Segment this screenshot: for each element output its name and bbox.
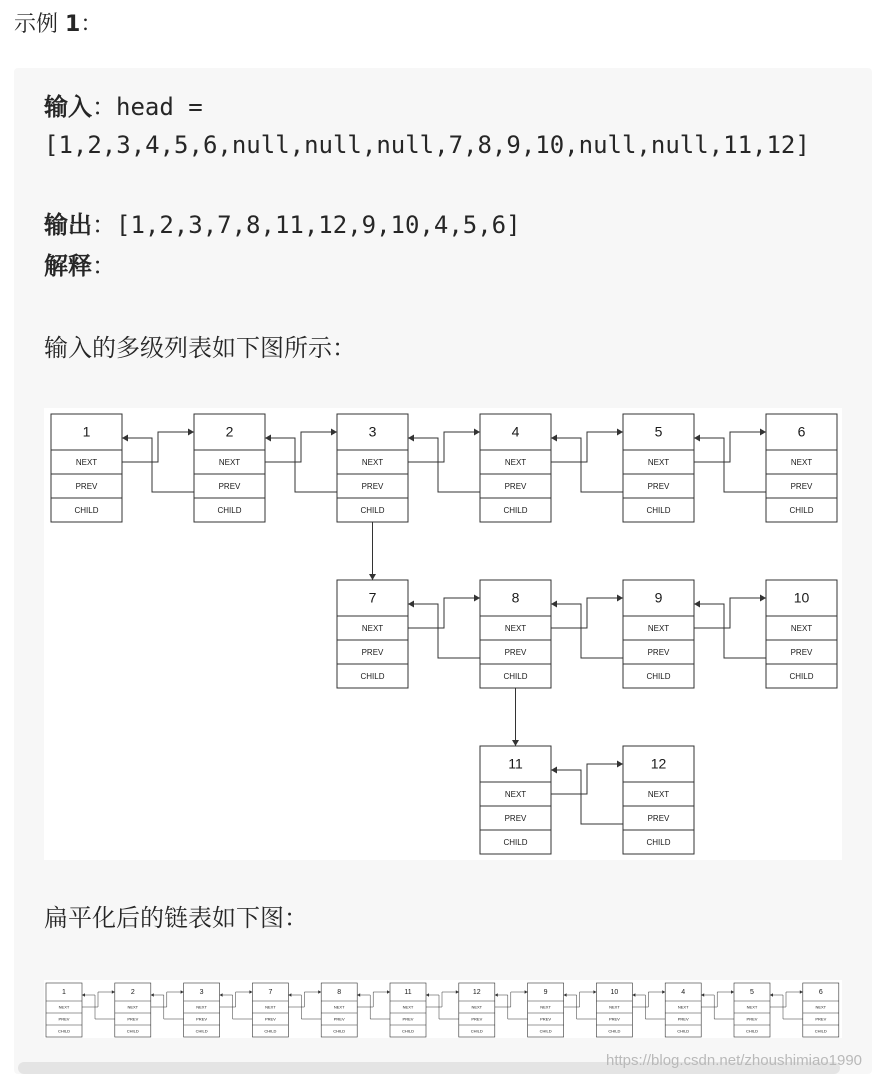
flat-prev-link-7 (288, 993, 321, 1019)
node-field-prev: PREV (361, 481, 384, 491)
arrow-head (474, 429, 480, 436)
node-field-next: NEXT (196, 1004, 207, 1010)
flat-prev-link-2 (151, 993, 184, 1019)
next-link-2 (265, 429, 337, 463)
flat-next-link-7 (288, 990, 321, 1007)
arrow-head (800, 990, 803, 994)
node-field-next: NEXT (647, 789, 670, 799)
node-field-child: CHILD (814, 1028, 827, 1034)
next-link-5 (694, 429, 766, 463)
node-field-child: CHILD (646, 837, 671, 847)
input-array: [1,2,3,4,5,6,null,null,null,7,8,9,10,null,null,11,12] (44, 131, 810, 159)
node-value: 9 (654, 589, 663, 606)
arrow-head (760, 595, 766, 602)
node-field-next: NEXT (361, 457, 384, 467)
flat-next-link-2 (151, 990, 184, 1007)
next-link-7 (408, 595, 480, 629)
node-field-child: CHILD (789, 505, 814, 515)
node-field-child: CHILD (57, 1028, 71, 1034)
node-value: 5 (750, 989, 754, 997)
arrow-head (151, 993, 154, 997)
node-field-next: NEXT (504, 789, 527, 799)
arrow-head (408, 435, 414, 442)
flat-prev-link-1 (82, 993, 115, 1019)
node-field-prev: PREV (790, 481, 813, 491)
flat-node-6 (803, 983, 839, 1037)
node-field-prev: PREV (608, 1016, 620, 1022)
output-line (44, 207, 521, 243)
flat-next-link-12 (495, 990, 528, 1007)
node-11 (480, 746, 551, 854)
flat-next-link-5 (770, 990, 803, 1007)
flat-next-link-11 (426, 990, 459, 1007)
flat-prev-link-9 (564, 993, 597, 1019)
input-sep: ： (92, 93, 116, 121)
arrow-head (122, 435, 128, 442)
node-value: 12 (472, 989, 481, 997)
flat-next-link-9 (564, 990, 597, 1007)
connector-line (426, 992, 459, 1007)
arrow-head (525, 990, 528, 994)
arrow-head (512, 740, 519, 746)
arrow-head (331, 429, 337, 436)
node-field-next: NEXT (746, 1004, 758, 1010)
node-field-child: CHILD (360, 671, 385, 681)
connector-line (701, 992, 734, 1007)
next-link-9 (694, 595, 766, 629)
node-field-prev: PREV (75, 481, 98, 491)
multilevel-list-diagram (44, 408, 842, 860)
flat-node-10 (596, 983, 632, 1037)
node-field-child: CHILD (195, 1028, 208, 1034)
node-field-next: NEXT (790, 623, 813, 633)
flat-prev-link-10 (632, 993, 665, 1019)
node-field-next: NEXT (647, 623, 670, 633)
arrow-head (551, 601, 557, 608)
flat-prev-link-3 (220, 993, 253, 1019)
node-value: 11 (508, 755, 523, 772)
connector-line (551, 432, 623, 462)
node-field-next: NEXT (218, 457, 241, 467)
node-value: 10 (610, 989, 619, 997)
arrow-head (318, 990, 321, 994)
arrow-head (760, 429, 766, 436)
arrow-head (617, 595, 623, 602)
node-field-child: CHILD (333, 1028, 346, 1034)
flattened-list-diagram (44, 980, 842, 1038)
flat-node-8 (321, 983, 357, 1037)
node-field-prev: PREV (333, 1016, 345, 1022)
node-field-next: NEXT (504, 623, 527, 633)
node-value: 7 (368, 589, 377, 606)
connector-line (408, 598, 480, 628)
node-field-child: CHILD (677, 1028, 690, 1034)
node-field-next: NEXT (75, 457, 98, 467)
node-field-prev: PREV (815, 1016, 827, 1022)
arrow-head (357, 993, 360, 997)
connector-line (551, 764, 623, 794)
node-4 (480, 414, 551, 522)
node-field-prev: PREV (58, 1016, 70, 1022)
arrow-head (474, 595, 480, 602)
flat-next-link-8 (357, 990, 390, 1007)
arrow-head (770, 993, 773, 997)
arrow-head (731, 990, 734, 994)
watermark: https://blog.csdn.net/zhoushimiao1990 (606, 1052, 863, 1069)
flat-node-5 (734, 983, 770, 1037)
node-field-next: NEXT (609, 1004, 620, 1010)
node-field-child: CHILD (126, 1028, 139, 1034)
arrow-head (551, 767, 557, 774)
node-field-prev: PREV (677, 1016, 689, 1022)
node-field-prev: PREV (540, 1016, 552, 1022)
node-field-prev: PREV (196, 1016, 208, 1022)
child-link-3 (369, 522, 376, 580)
connector-line (220, 992, 253, 1007)
arrow-head (617, 429, 623, 436)
node-field-prev: PREV (647, 481, 670, 491)
node-field-child: CHILD (503, 671, 528, 681)
flat-next-link-10 (632, 990, 665, 1007)
output-array: [1,2,3,7,8,11,12,9,10,4,5,6] (116, 211, 521, 239)
node-field-next: NEXT (504, 457, 527, 467)
arrow-head (265, 435, 271, 442)
node-value: 6 (797, 423, 806, 440)
connector-line (82, 992, 115, 1007)
flat-prev-link-5 (770, 993, 803, 1019)
node-field-next: NEXT (471, 1004, 483, 1010)
node-field-child: CHILD (646, 505, 671, 515)
arrow-head (495, 993, 498, 997)
flat-prev-link-8 (357, 993, 390, 1019)
flat-node-11 (390, 983, 426, 1037)
next-link-8 (551, 595, 623, 629)
node-field-next: NEXT (333, 1004, 345, 1010)
output-label: 输出 (44, 211, 92, 239)
node-field-prev: PREV (790, 647, 813, 657)
node-1 (51, 414, 122, 522)
node-field-child: CHILD (401, 1028, 415, 1034)
connector-line (151, 992, 184, 1007)
connector-line (694, 598, 766, 628)
arrow-head (617, 761, 623, 768)
node-field-prev: PREV (504, 813, 527, 823)
caption-multilevel: 输入的多级列表如下图所示： (44, 334, 356, 362)
arrow-head (662, 990, 665, 994)
arrow-head (288, 993, 291, 997)
node-field-next: NEXT (402, 1004, 414, 1010)
connector-line (551, 598, 623, 628)
multilevel-list-svg (44, 408, 842, 860)
arrow-head (426, 993, 429, 997)
flat-node-2 (115, 983, 151, 1037)
flat-next-link-3 (220, 990, 253, 1007)
node-field-prev: PREV (127, 1016, 139, 1022)
node-value: 3 (199, 989, 204, 997)
node-value: 6 (818, 989, 823, 997)
node-field-child: CHILD (539, 1028, 552, 1034)
node-6 (766, 414, 837, 522)
input-head: head = (116, 93, 203, 121)
node-value: 8 (511, 589, 520, 606)
arrow-head (456, 990, 459, 994)
connector-line (265, 432, 337, 462)
flat-node-1 (46, 983, 82, 1037)
input-label: 输入 (44, 93, 92, 121)
explain-line (44, 248, 116, 284)
node-field-prev: PREV (402, 1016, 414, 1022)
next-link-3 (408, 429, 480, 463)
node-value: 9 (543, 989, 548, 997)
node-field-next: NEXT (677, 1004, 689, 1010)
node-value: 10 (793, 589, 810, 606)
node-value: 3 (368, 423, 377, 440)
node-field-prev: PREV (746, 1016, 758, 1022)
node-field-prev: PREV (218, 481, 241, 491)
arrow-head (694, 435, 700, 442)
example-title: 示例 1： (14, 12, 103, 37)
node-value: 1 (82, 423, 91, 440)
node-field-next: NEXT (790, 457, 813, 467)
flat-node-12 (459, 983, 495, 1037)
arrow-head (369, 574, 376, 580)
node-field-child: CHILD (470, 1028, 483, 1034)
output-sep: ： (92, 211, 116, 239)
node-field-next: NEXT (815, 1004, 827, 1010)
node-value: 4 (681, 989, 686, 997)
node-field-prev: PREV (504, 647, 527, 657)
node-field-next: NEXT (361, 623, 384, 633)
input-line-1 (44, 89, 203, 125)
node-value: 7 (268, 989, 273, 997)
arrow-head (408, 601, 414, 608)
flat-prev-link-4 (701, 993, 734, 1019)
caption-flattened: 扁平化后的链表如下图： (44, 904, 308, 932)
node-value: 12 (650, 755, 667, 772)
node-value: 1 (62, 989, 66, 997)
arrow-head (220, 993, 223, 997)
connector-line (495, 992, 528, 1007)
node-field-next: NEXT (127, 1004, 139, 1010)
connector-line (288, 992, 321, 1007)
node-field-next: NEXT (265, 1004, 276, 1010)
node-value: 8 (337, 989, 342, 997)
node-5 (623, 414, 694, 522)
node-value: 4 (511, 423, 520, 440)
node-value: 11 (404, 989, 412, 997)
flat-next-link-1 (82, 990, 115, 1007)
node-field-prev: PREV (647, 647, 670, 657)
flat-prev-link-12 (495, 993, 528, 1019)
node-value: 2 (225, 423, 234, 440)
flat-node-9 (528, 983, 564, 1037)
arrow-head (564, 993, 567, 997)
arrow-head (694, 601, 700, 608)
flat-prev-link-11 (426, 993, 459, 1019)
node-2 (194, 414, 265, 522)
node-field-child: CHILD (360, 505, 385, 515)
node-value: 2 (130, 989, 135, 997)
node-field-prev: PREV (504, 481, 527, 491)
node-field-prev: PREV (471, 1016, 483, 1022)
arrow-head (82, 993, 85, 997)
arrow-head (632, 993, 635, 997)
node-field-child: CHILD (789, 671, 814, 681)
input-line-2 (44, 127, 810, 163)
arrow-head (551, 435, 557, 442)
connector-line (632, 992, 665, 1007)
explain-label: 解释 (44, 252, 92, 280)
flat-next-link-4 (701, 990, 734, 1007)
node-3 (337, 414, 408, 522)
node-field-child: CHILD (745, 1028, 759, 1034)
arrow-head (112, 990, 115, 994)
node-field-child: CHILD (646, 671, 671, 681)
node-8 (480, 580, 551, 688)
flattened-list-svg (44, 980, 842, 1038)
node-field-child: CHILD (503, 837, 528, 847)
connector-line (122, 432, 194, 462)
node-field-child: CHILD (217, 505, 242, 515)
arrow-head (181, 990, 184, 994)
node-field-child: CHILD (264, 1028, 277, 1034)
node-12 (623, 746, 694, 854)
node-9 (623, 580, 694, 688)
next-link-1 (122, 429, 194, 463)
arrow-head (387, 990, 390, 994)
node-7 (337, 580, 408, 688)
explain-sep: ： (92, 252, 116, 280)
node-value: 5 (654, 423, 663, 440)
next-link-4 (551, 429, 623, 463)
node-field-next: NEXT (58, 1004, 70, 1010)
arrow-head (593, 990, 596, 994)
flat-node-7 (252, 983, 288, 1037)
node-field-next: NEXT (540, 1004, 551, 1010)
arrow-head (188, 429, 194, 436)
node-field-next: NEXT (647, 457, 670, 467)
connector-line (564, 992, 597, 1007)
connector-line (357, 992, 390, 1007)
flat-node-4 (665, 983, 701, 1037)
node-field-child: CHILD (503, 505, 528, 515)
connector-line (770, 992, 803, 1007)
child-link-8 (512, 688, 519, 746)
arrow-head (701, 993, 704, 997)
node-field-child: CHILD (608, 1028, 621, 1034)
arrow-head (249, 990, 252, 994)
node-field-child: CHILD (74, 505, 99, 515)
connector-line (408, 432, 480, 462)
flat-node-3 (184, 983, 220, 1037)
node-field-prev: PREV (647, 813, 670, 823)
connector-line (694, 432, 766, 462)
node-field-prev: PREV (361, 647, 384, 657)
node-10 (766, 580, 837, 688)
node-field-prev: PREV (264, 1016, 276, 1022)
next-link-11 (551, 761, 623, 795)
